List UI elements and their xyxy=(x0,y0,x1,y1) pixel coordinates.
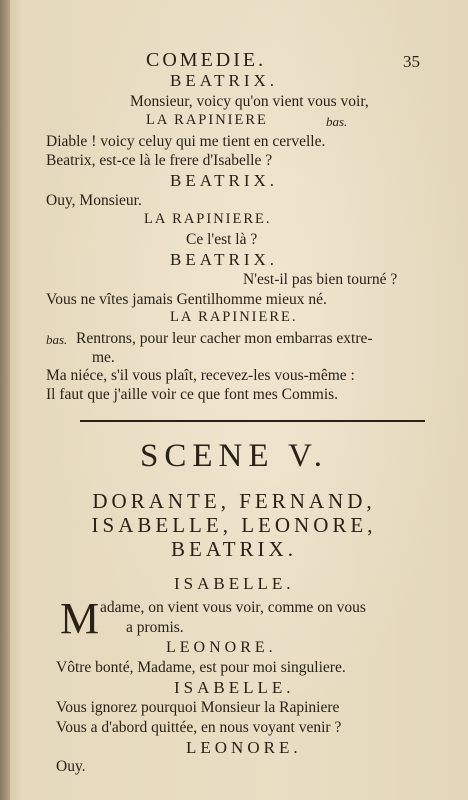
verse-line: Ce l'est là ? xyxy=(186,231,258,248)
verse-line: me. xyxy=(92,349,115,366)
scene-persons: BEATRIX. xyxy=(171,537,297,561)
scene-title: SCENE V. xyxy=(140,438,328,474)
scene-persons: ISABELLE, LEONORE, xyxy=(91,513,377,537)
drop-cap: M xyxy=(60,594,100,643)
verse-line: Ma niéce, s'il vous plaît, recevez-les vous-même : xyxy=(46,367,355,384)
verse-line: Vous a d'abord quittée, en nous voyant venir ? xyxy=(56,719,342,736)
stage-direction: bas. xyxy=(46,332,68,347)
verse-line: Vous ignorez pourquoi Monsieur la Rapiniere xyxy=(56,699,340,716)
verse-line: Beatrix, est-ce là le frere d'Isabelle ? xyxy=(46,152,273,169)
speaker-leonore: LEONORE. xyxy=(186,738,302,757)
verse-line: Vôtre bonté, Madame, est pour moi singuliere. xyxy=(56,659,346,676)
verse-line: a promis. xyxy=(126,619,184,636)
verse-line: Il faut que j'aille voir ce que font mes Commis. xyxy=(46,386,339,403)
verse-line: N'est-il pas bien tourné ? xyxy=(243,271,398,288)
page-number: 35 xyxy=(403,52,420,71)
running-title: COMEDIE. xyxy=(146,49,267,71)
scene-persons: DORANTE, FERNAND, xyxy=(92,489,376,513)
page-gutter xyxy=(0,0,10,800)
speaker-isabelle: ISABELLE. xyxy=(174,574,295,593)
verse-line: Ouy. xyxy=(56,758,86,775)
verse-line: adame, on vient vous voir, comme on vous xyxy=(100,599,366,616)
speaker-la-rapiniere: LA RAPINIERE. xyxy=(170,309,298,325)
speaker-beatrix: BEATRIX. xyxy=(170,71,279,90)
verse-line: Vous ne vîtes jamais Gentilhomme mieux né. xyxy=(46,291,327,308)
stage-direction: bas. xyxy=(326,114,348,129)
section-divider xyxy=(80,420,425,422)
speaker-beatrix: BEATRIX. xyxy=(170,250,279,269)
speaker-la-rapiniere: LA RAPINIERE. xyxy=(144,211,272,227)
verse-line: Ouy, Monsieur. xyxy=(46,192,142,209)
verse-line: Rentrons, pour leur cacher mon embarras extre- xyxy=(76,330,373,347)
speaker-beatrix: BEATRIX. xyxy=(170,171,279,190)
verse-line: Diable ! voicy celuy qui me tient en cervelle. xyxy=(46,133,326,150)
speaker-isabelle: ISABELLE. xyxy=(174,678,295,697)
speaker-leonore: LEONORE. xyxy=(166,639,277,656)
speaker-la-rapiniere: LA RAPINIERE xyxy=(146,112,268,128)
verse-line: Monsieur, voicy qu'on vient vous voir, xyxy=(130,93,369,110)
